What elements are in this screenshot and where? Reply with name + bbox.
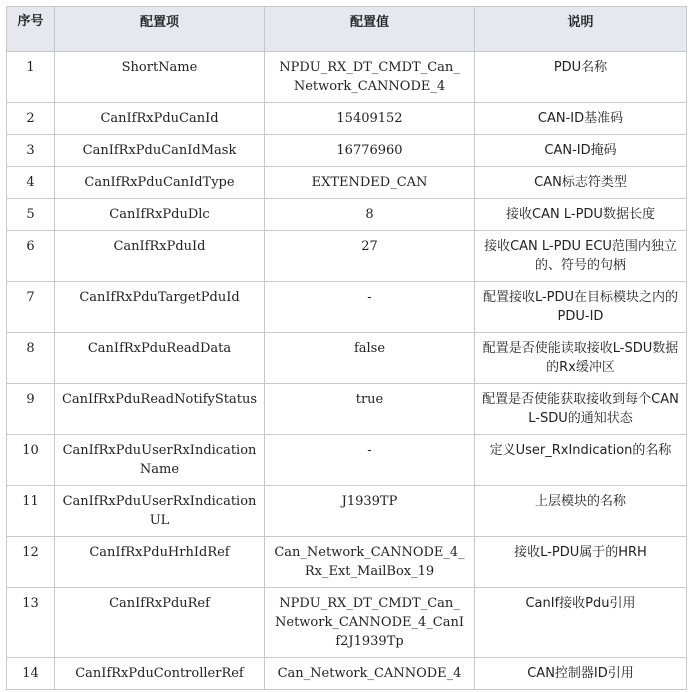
cell-item: CanIfRxPduCanIdMask <box>55 135 265 167</box>
cell-value: 16776960 <box>265 135 475 167</box>
cell-desc: PDU名称 <box>475 52 687 103</box>
cell-seq: 7 <box>7 282 55 333</box>
table-row <box>7 103 687 135</box>
table-row <box>7 52 687 103</box>
cell-value: NPDU_RX_DT_CMDT_Can_ Network_CANNODE_4_CanI f2J1939Tp <box>265 588 475 658</box>
table-row <box>7 199 687 231</box>
cell-seq: 10 <box>7 435 55 486</box>
cell-item: CanIfRxPduRef <box>55 588 265 658</box>
cell-item: CanIfRxPduHrhIdRef <box>55 537 265 588</box>
cell-value: J1939TP <box>265 486 475 537</box>
header-item: 配置项 <box>55 7 265 52</box>
cell-desc: CAN-ID掩码 <box>475 135 687 167</box>
header-value: 配置值 <box>265 7 475 52</box>
cell-item: CanIfRxPduTargetPduId <box>55 282 265 333</box>
cell-desc: 配置是否使能获取接收到每个CAN L-SDU的通知状态 <box>475 384 687 435</box>
table-row <box>7 537 687 588</box>
cell-value: EXTENDED_CAN <box>265 167 475 199</box>
cell-desc: CAN-ID基准码 <box>475 103 687 135</box>
cell-seq: 1 <box>7 52 55 103</box>
cell-value: - <box>265 282 475 333</box>
cell-item: CanIfRxPduDlc <box>55 199 265 231</box>
cell-seq: 8 <box>7 333 55 384</box>
header-row <box>7 7 687 52</box>
table-row <box>7 384 687 435</box>
cell-desc: CAN标志符类型 <box>475 167 687 199</box>
cell-value: - <box>265 435 475 486</box>
cell-seq: 11 <box>7 486 55 537</box>
cell-seq: 13 <box>7 588 55 658</box>
header-desc: 说明 <box>475 7 687 52</box>
config-table-container <box>6 6 687 690</box>
cell-seq: 6 <box>7 231 55 282</box>
cell-desc: CAN控制器ID引用 <box>475 658 687 690</box>
cell-desc: CanIf接收Pdu引用 <box>475 588 687 658</box>
cell-desc: 定义User_RxIndication的名称 <box>475 435 687 486</box>
cell-desc: 接收L-PDU属于的HRH <box>475 537 687 588</box>
cell-seq: 9 <box>7 384 55 435</box>
cell-value: false <box>265 333 475 384</box>
cell-desc: 上层模块的名称 <box>475 486 687 537</box>
config-table <box>6 6 687 690</box>
cell-value: true <box>265 384 475 435</box>
cell-desc: 接收CAN L-PDU数据长度 <box>475 199 687 231</box>
cell-desc: 配置是否使能读取接收L-SDU数据的Rx缓冲区 <box>475 333 687 384</box>
cell-item: CanIfRxPduId <box>55 231 265 282</box>
table-row <box>7 231 687 282</box>
cell-value: NPDU_RX_DT_CMDT_Can_ Network_CANNODE_4 <box>265 52 475 103</box>
table-row <box>7 435 687 486</box>
cell-item: CanIfRxPduUserRxIndication UL <box>55 486 265 537</box>
cell-desc: 配置接收L-PDU在目标模块之内的PDU-ID <box>475 282 687 333</box>
cell-seq: 4 <box>7 167 55 199</box>
cell-desc: 接收CAN L-PDU ECU范围内独立的、符号的句柄 <box>475 231 687 282</box>
cell-item: CanIfRxPduControllerRef <box>55 658 265 690</box>
cell-value: 8 <box>265 199 475 231</box>
cell-seq: 5 <box>7 199 55 231</box>
cell-seq: 14 <box>7 658 55 690</box>
cell-item: CanIfRxPduReadNotifyStatus <box>55 384 265 435</box>
cell-value: 27 <box>265 231 475 282</box>
cell-item: ShortName <box>55 52 265 103</box>
cell-value: Can_Network_CANNODE_4 <box>265 658 475 690</box>
cell-seq: 12 <box>7 537 55 588</box>
cell-item: CanIfRxPduCanIdType <box>55 167 265 199</box>
table-row <box>7 333 687 384</box>
table-row <box>7 282 687 333</box>
cell-value: Can_Network_CANNODE_4_ Rx_Ext_MailBox_19 <box>265 537 475 588</box>
table-row <box>7 167 687 199</box>
cell-item: CanIfRxPduCanId <box>55 103 265 135</box>
table-row <box>7 135 687 167</box>
cell-value: 15409152 <box>265 103 475 135</box>
cell-item: CanIfRxPduUserRxIndication Name <box>55 435 265 486</box>
header-seq: 序号 <box>7 7 55 52</box>
table-row <box>7 658 687 690</box>
table-row <box>7 486 687 537</box>
table-row <box>7 588 687 658</box>
cell-seq: 3 <box>7 135 55 167</box>
cell-seq: 2 <box>7 103 55 135</box>
cell-item: CanIfRxPduReadData <box>55 333 265 384</box>
